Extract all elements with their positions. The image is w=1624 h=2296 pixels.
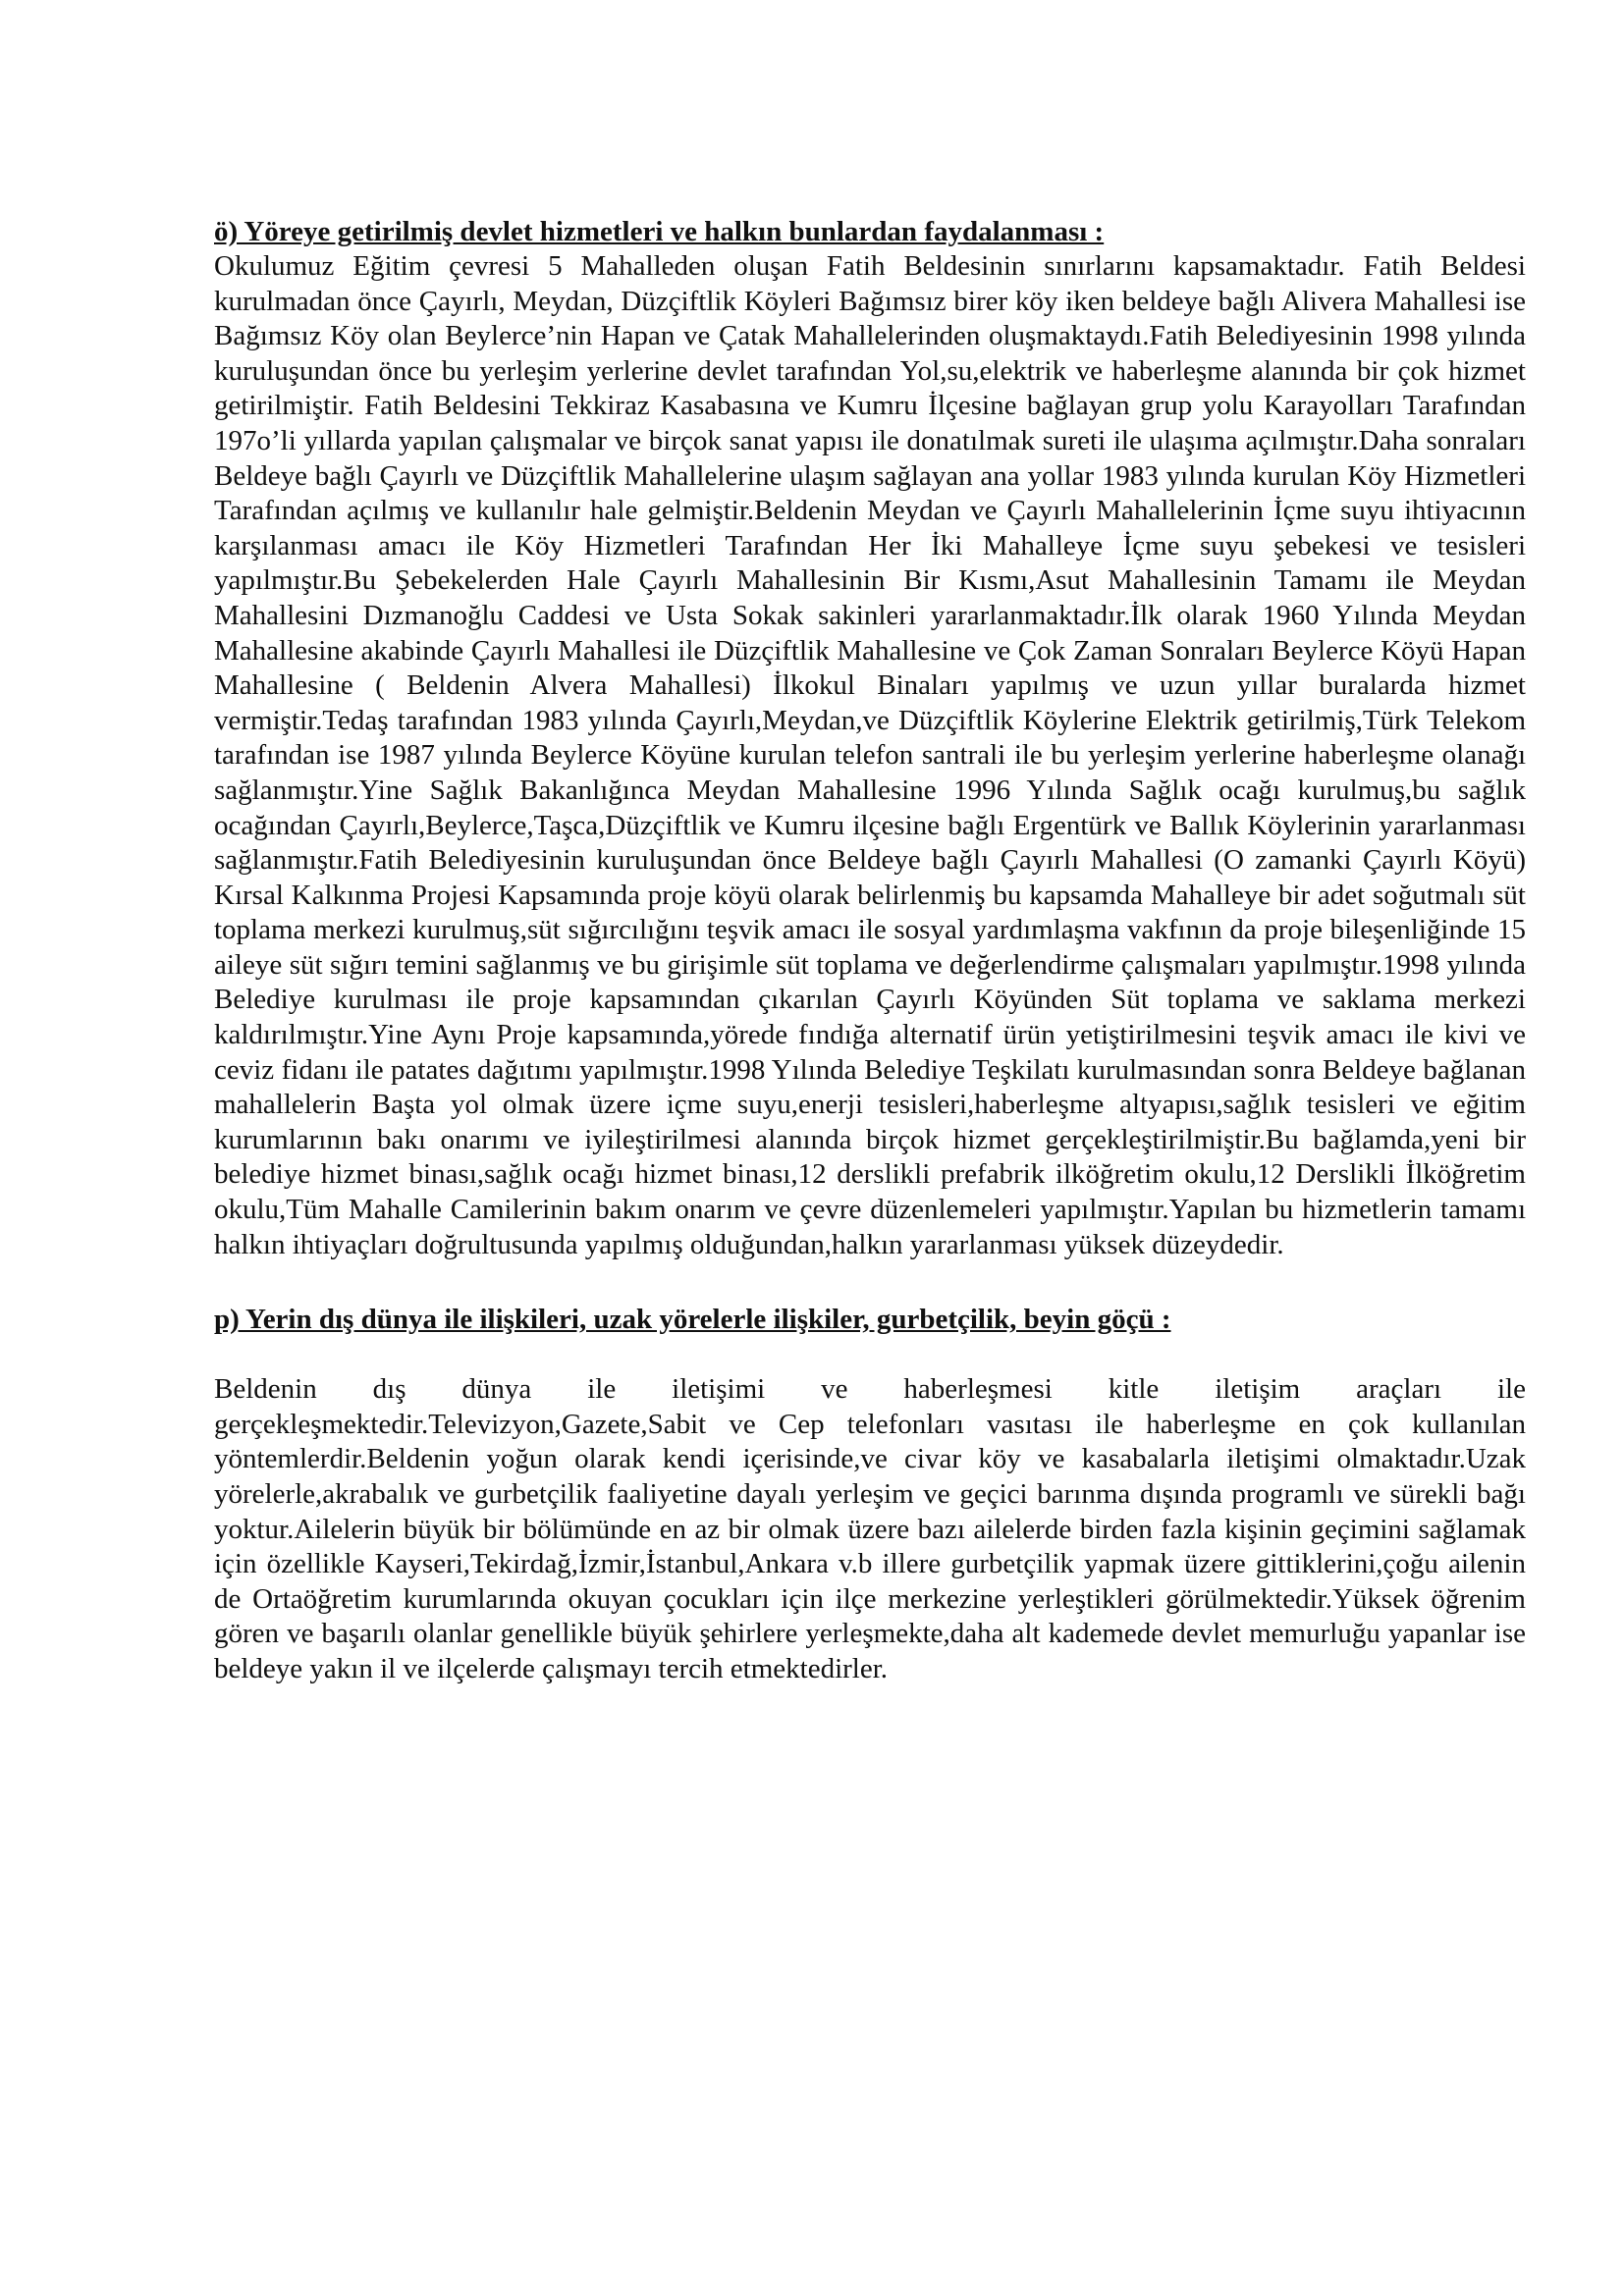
- document-page: [214, 214, 1526, 1687]
- section-p-body: Beldenin dış dünya ile iletişimi ve haberleşmesi kitle iletişim araçları ile gerçekleşmektedir.Televizyon,Gazete,Sabit ve Cep telefonları vasıtası ile haberleşme en çok kullanılan yöntemlerdir.Beldenin yoğun olarak kendi içerisinde,ve civar köy ve kasabalarla iletişimi olmaktadır.Uzak yörelerle,akrabalık ve gurbetçilik faaliyetine dayalı yerleşim ve geçici barınma dışında programlı ve sürekli bağı yoktur.Ailelerin büyük bir bölümünde en az bir olmak üzere bazı ailelerde birden fazla kişinin geçimini sağlamak için özellikle Kayseri,Tekirdağ,İzmir,İstanbul,Ankara v.b illere gurbetçilik yapmak üzere gittiklerini,çoğu ailenin de Ortaöğretim kurumlarında okuyan çocukları için ilçe merkezine yerleştikleri görülmektedir.Yüksek öğrenim gören ve başarılı olanlar genellikle büyük şehirlere yerleşmekte,daha alt kademede devlet memurluğu yapanlar ise beldeye yakın il ve ilçelerde çalışmayı tercih etmektedirler.: [214, 1373, 1526, 1684]
- section-o-body: Okulumuz Eğitim çevresi 5 Mahalleden oluşan Fatih Beldesinin sınırlarını kapsamaktadır. Fatih Beldesi kurulmadan önce Çayırlı, Meydan, Düzçiftlik Köyleri Bağımsız birer köy iken beldeye bağlı Alivera Mahallesi ise Bağımsız Köy olan Beylerce’nin Hapan ve Çatak Mahallelerinden oluşmaktaydı.Fatih Belediyesinin 1998 yılında kuruluşundan önce bu yerleşim yerlerine devlet tarafından Yol,su,elektrik ve haberleşme alanında bir çok hizmet getirilmiştir. Fatih Beldesini Tekkiraz Kasabasına ve Kumru İlçesine bağlayan grup yolu Karayolları Tarafından 197o’li yıllarda yapılan çalışmalar ve birçok sanat yapısı ile donatılmak sureti ile ulaşıma açılmıştır.Daha sonraları Beldeye bağlı Çayırlı ve Düzçiftlik Mahallelerine ulaşım sağlayan ana yollar 1983 yılında kurulan Köy Hizmetleri Tarafından açılmış ve kullanılır hale gelmiştir.Beldenin Meydan ve Çayırlı Mahallelerinin İçme suyu ihtiyacının karşılanması amacı ile Köy Hizmetleri Tarafından Her İki Mahalleye İçme suyu şebekesi ve tesisleri yapılmıştır.Bu Şebekelerden Hale Çayırlı Mahallesinin Bir Kısmı,Asut Mahallesinin Tamamı ile Meydan Mahallesini Dızmanoğlu Caddesi ve Usta Sokak sakinleri yararlanmaktadır.İlk olarak 1960 Yılında Meydan Mahallesine akabinde Çayırlı Mahallesi ile Düzçiftlik Mahallesine ve Çok Zaman Sonraları Beylerce Köyü Hapan Mahallesine ( Beldenin Alvera Mahallesi) İlkokul Binaları yapılmış ve uzun yıllar buralarda hizmet vermiştir.Tedaş tarafından 1983 yılında Çayırlı,Meydan,ve Düzçiftlik Köylerine Elektrik getirilmiş,Türk Telekom tarafından ise 1987 yılında Beylerce Köyüne kurulan telefon santrali ile bu yerleşim yerlerine haberleşme olanağı sağlanmıştır.Yine Sağlık Bakanlığınca Meydan Mahallesine 1996 Yılında Sağlık ocağı kurulmuş,bu sağlık ocağından Çayırlı,Beylerce,Taşca,Düzçiftlik ve Kumru ilçesine bağlı Ergentürk ve Ballık Köylerinin yararlanması sağlanmıştır.Fatih Belediyesinin kuruluşundan önce Beldeye bağlı Çayırlı Mahallesi (O zamanki Çayırlı Köyü) Kırsal Kalkınma Projesi Kapsamında proje köyü olarak belirlenmiş bu kapsamda Mahalleye bir adet soğutmalı süt toplama merkezi kurulmuş,süt sığırcılığını teşvik amacı ile sosyal yardımlaşma vakfının da proje bileşenliğinde 15 aileye süt sığırı temini sağlanmış ve bu girişimle süt toplama ve değerlendirme çalışmaları yapılmıştır.1998 yılında Belediye kurulması ile proje kapsamından çıkarılan Çayırlı Köyünden Süt toplama ve saklama merkezi kaldırılmıştır.Yine Aynı Proje kapsamında,yörede fındığa alternatif ürün yetiştirilmesini teşvik amacı ile kivi ve ceviz fidanı ile patates dağıtımı yapılmıştır.1998 Yılında Belediye Teşkilatı kurulmasından sonra Beldeye bağlanan mahallelerin Başta yol olmak üzere içme suyu,enerji tesisleri,haberleşme altyapısı,sağlık tesisleri ve eğitim kurumlarının bakı onarımı ve iyileştirilmesi alanında birçok hizmet gerçekleştirilmiştir.Bu bağlamda,yeni bir belediye hizmet binası,sağlık ocağı hizmet binası,12 derslikli prefabrik ilköğretim okulu,12 Derslikli İlköğretim okulu,Tüm Mahalle Camilerinin bakım onarım ve çevre düzenlemeleri yapılmıştır.Yapılan bu hizmetlerin tamamı halkın ihtiyaçları doğrultusunda yapılmış olduğundan,halkın yararlanması yüksek düzeydedir.: [214, 250, 1526, 1260]
- section-p-heading: p) Yerin dış dünya ile ilişkileri, uzak yörelerle ilişkiler, gurbetçilik, beyin göçü :: [214, 1304, 1171, 1336]
- section-o-heading: ö) Yöreye getirilmiş devlet hizmetleri ve halkın bunlardan faydalanması :: [214, 216, 1105, 247]
